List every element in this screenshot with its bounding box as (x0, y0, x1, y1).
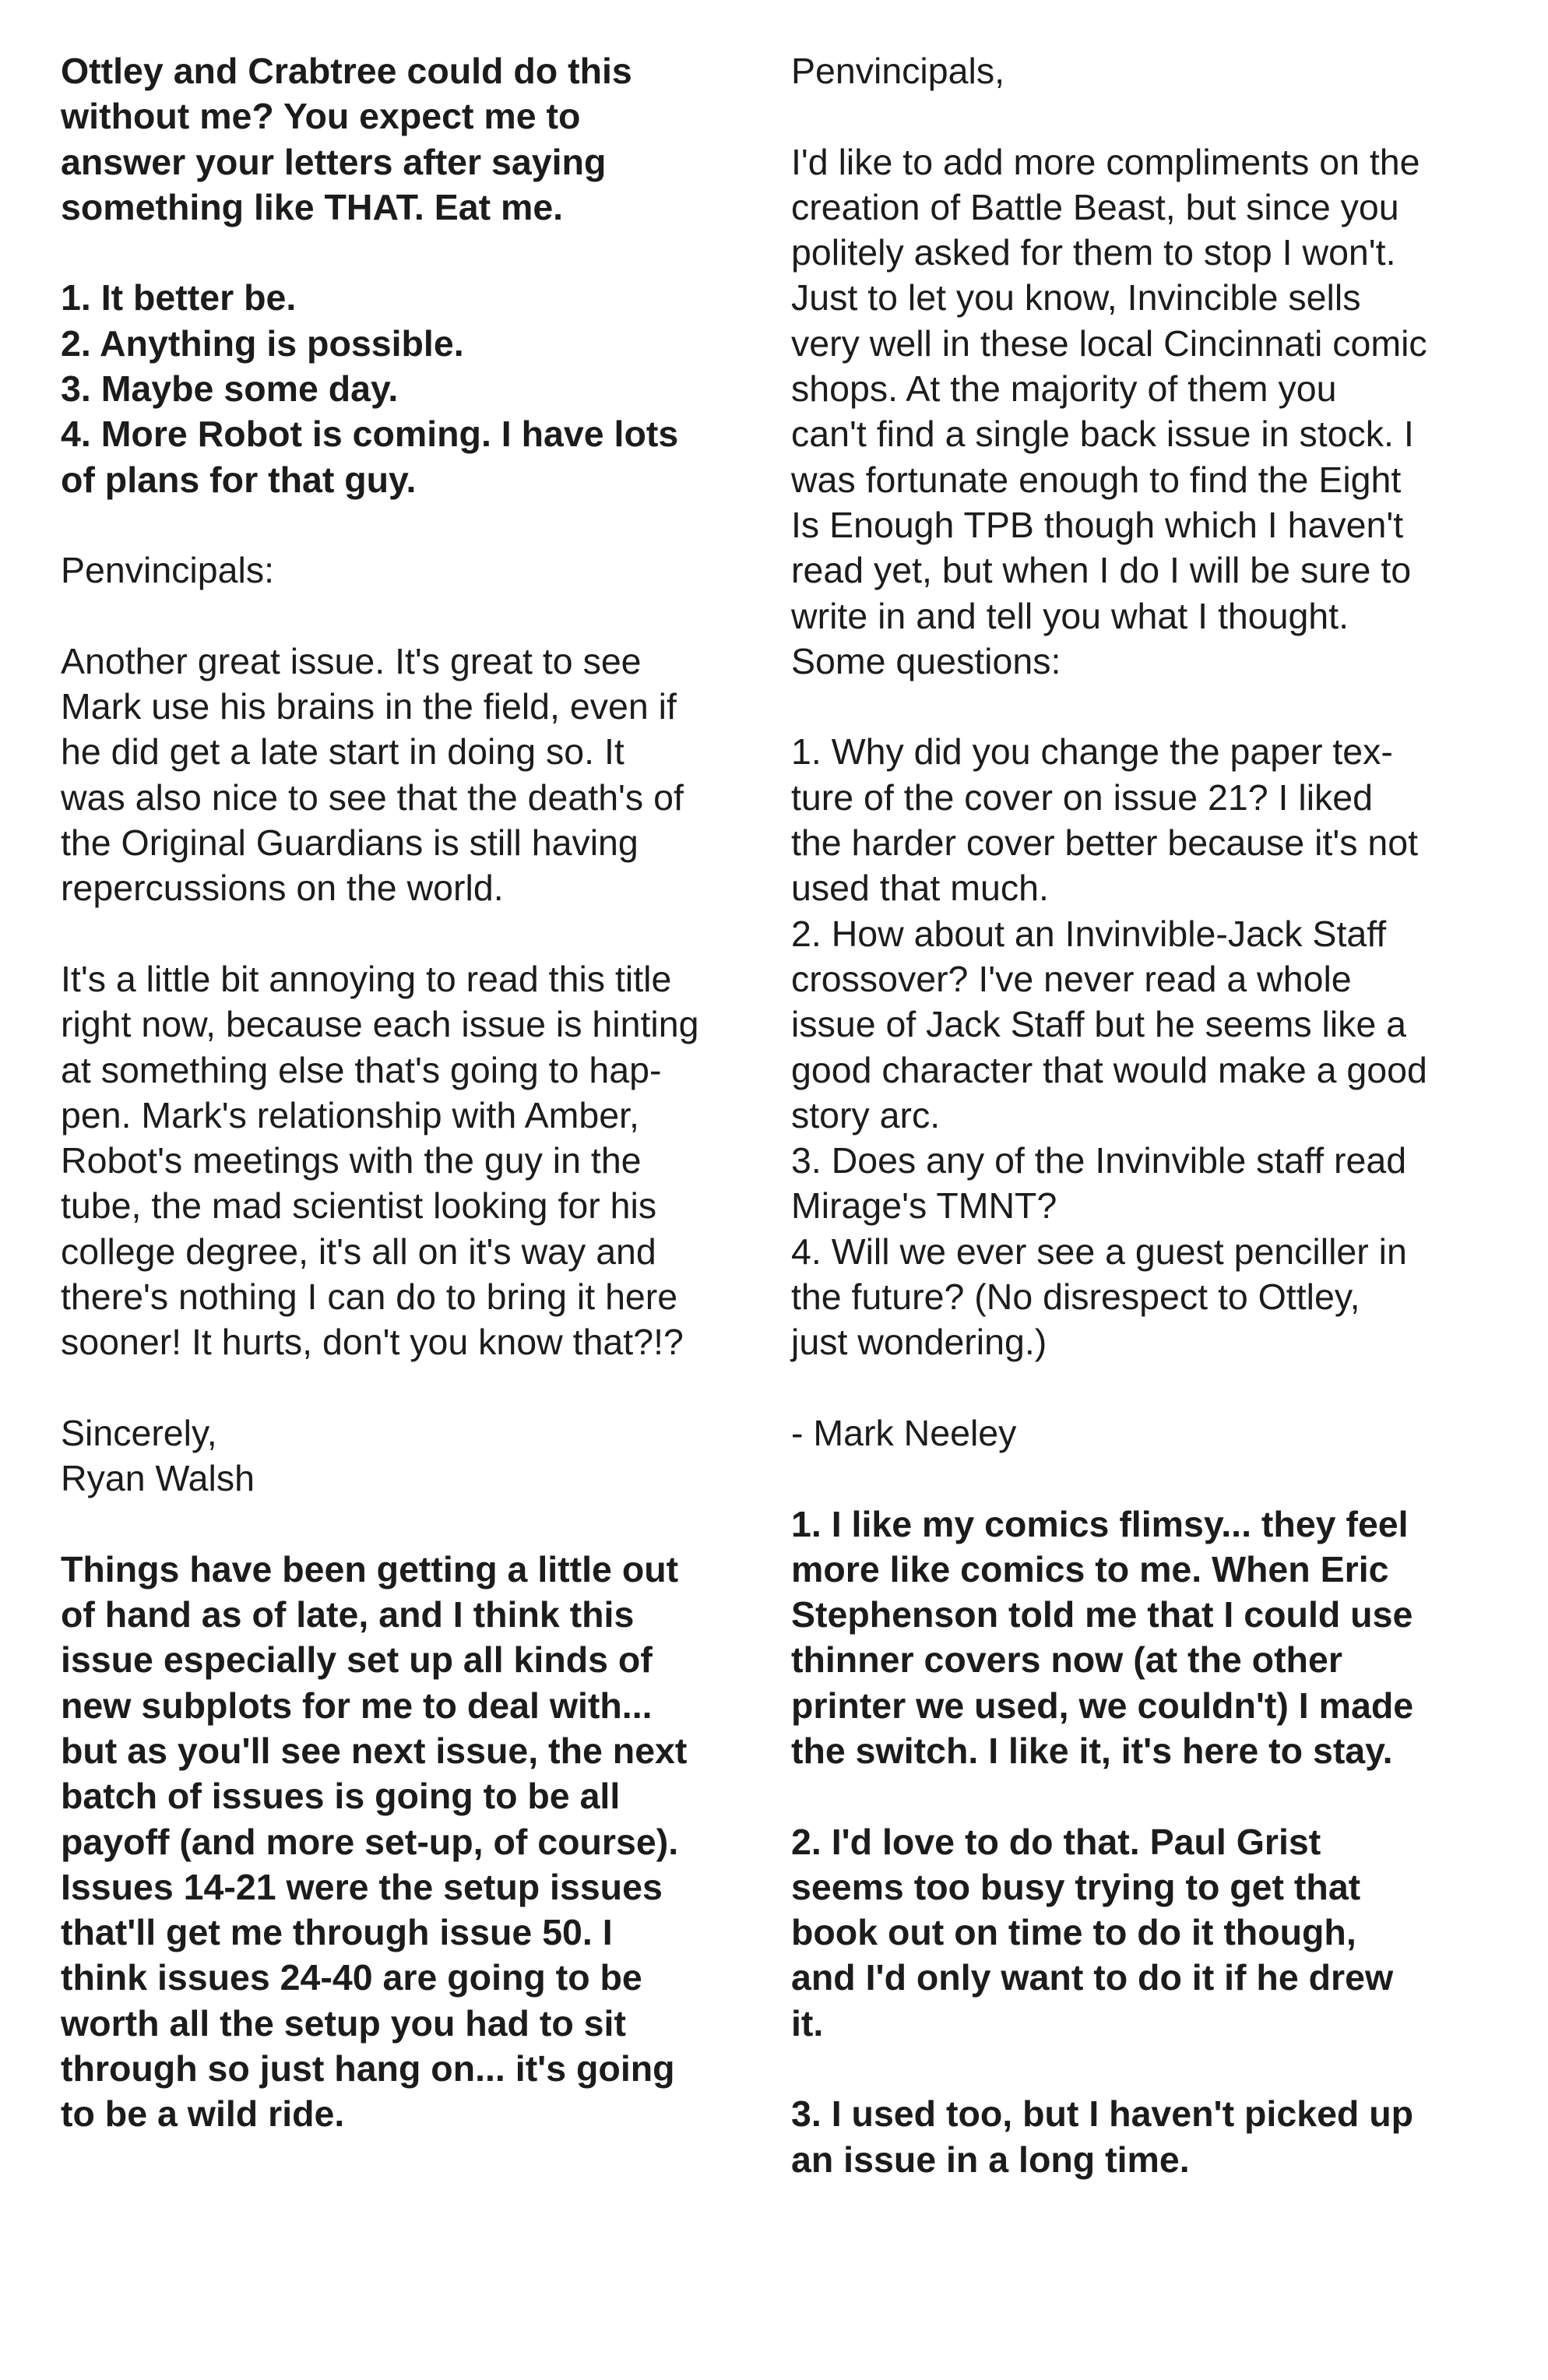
letter-signoff: - Mark Neeley (791, 1412, 1017, 1453)
letter-paragraph: Another great issue. It's great to see Mark use his brains in the field, even if he did get a late start in doing so. It was also nice to see that the death's of the Original Guardians is still having repercussions on the world. (61, 640, 684, 909)
left-column (61, 48, 793, 2137)
reply-answer: 2. I'd love to do that. Paul Grist seems too busy trying to get that book out on time to do it though, and I'd only want to do it if he drew it. (791, 1821, 1394, 2044)
letter-paragraph: I'd like to add more compliments on the creation of Battle Beast, but since you politely asked for them to stop I won't. Just to let you know, Invincible sells very well in these local Cincinnati comic shops. At the majority of them you can't find a single back issue in stock. I was fortunate enough to find the Eight Is Enough TPB though which I haven't read yet, but when I do I will be sure to write in and tell you what I thought. Some questions: (791, 141, 1427, 681)
letter-signoff: Sincerely, Ryan Walsh (61, 1412, 255, 1499)
letter-salutation: Penvincipals: (61, 550, 274, 591)
letter-salutation: Penvincipals, (791, 51, 1004, 91)
letter-paragraph: It's a little bit annoying to read this title right now, because each issue is hinting at something else that's going to hap- pen. Mark's relationship with Amber, Robot's meetings with the guy in the tube, the mad scientist looking for his college degree, it's all on it's way and there's nothing I can do to bring it here sooner! It hurts, don't you know that?!? (61, 958, 699, 1363)
reply-intro: Ottley and Crabtree could do this without me? You expect me to answer your letters after saying something like THAT. Eat me. (61, 51, 632, 227)
right-column (791, 48, 1523, 2182)
reply-paragraph: Things have been getting a little out of hand as of late, and I think this issue especially set up all kinds of new subplots for me to deal with... but as you'll see next issue, the next batch of issues is going to be all payoff (and more set-up, of course). Issues 14-21 were the setup issues that'll get me through issue 50. I think issues 24-40 are going to be worth all the setup you had to sit through so just hang on... it's going to be a wild ride. (61, 1548, 688, 2135)
reply-answers-list: 1. It better be. 2. Anything is possible. 3. Maybe some day. 4. More Robot is coming. I have lots of plans for that guy. (61, 277, 679, 500)
reply-answer: 1. I like my comics flimsy... they feel more like comics to me. When Eric Stephenson told me that I could use thinner covers now (at the other printer we used, we couldn't) I made the switch. I like it, it's here to stay. (791, 1503, 1414, 1771)
reply-answer: 3. I used too, but I haven't picked up an issue in a long time. (791, 2093, 1414, 2180)
letter-questions: 1. Why did you change the paper tex- ture of the cover on issue 21? I liked the harder cover better because it's not used that much. 2. How about an Invinvible-Jack Staff crossover? I've never read a whole issue of Jack Staff but he seems like a good character that would make a good story arc. 3. Does any of the Invinvible staff read Mirage's TMNT? 4. Will we ever see a guest penciller in the future? (No disrespect to Ottley, just wondering.) (791, 731, 1427, 1363)
